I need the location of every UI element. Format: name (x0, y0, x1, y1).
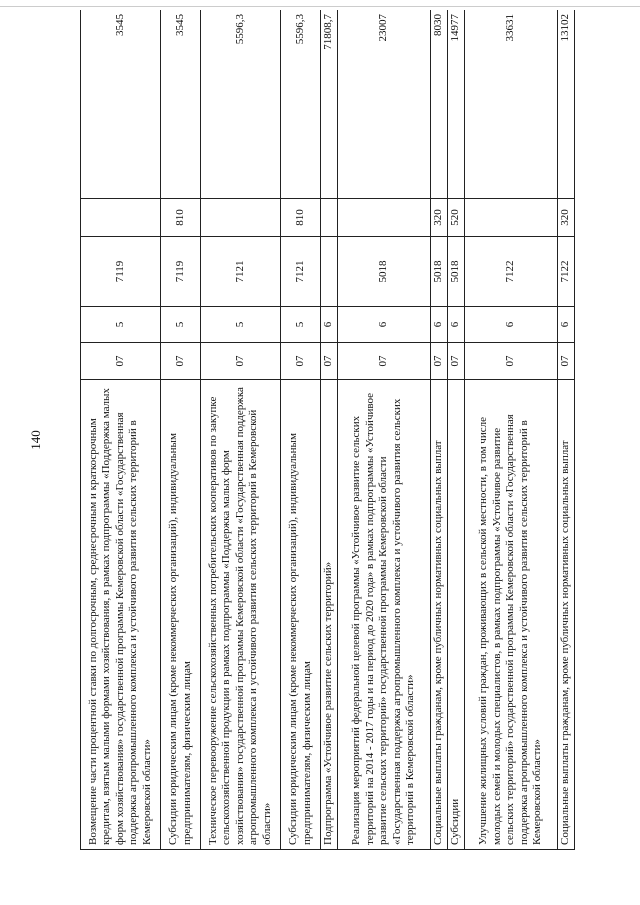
row-expense-type: 320 (558, 199, 575, 237)
row-amount: 3545 (161, 10, 201, 199)
row-amount: 71808,7 (321, 10, 338, 199)
row-section: 07 (431, 343, 448, 380)
row-target: 7121 (281, 237, 321, 307)
row-amount: 23007 (338, 10, 431, 199)
row-expense-type: 810 (281, 199, 321, 237)
row-target: 5018 (448, 237, 465, 307)
row-expense-type: 810 (161, 199, 201, 237)
row-target (321, 237, 338, 307)
row-name: Социальные выплаты гражданам, кроме публичных нормативных социальных выплат (431, 380, 448, 850)
row-subsection: 6 (321, 307, 338, 343)
row-section: 07 (465, 343, 558, 380)
row-subsection: 5 (161, 307, 201, 343)
row-expense-type (201, 199, 281, 237)
page-number: 140 (28, 430, 43, 450)
row-target: 7122 (558, 237, 575, 307)
row-target: 7122 (465, 237, 558, 307)
row-section: 07 (321, 343, 338, 380)
scan-top-edge (0, 0, 640, 7)
row-name: Субсидии юридическим лицам (кроме некоммерческих организаций), индивидуальным предпринимателям, физическим лицам (161, 380, 201, 850)
table-row (321, 10, 338, 850)
row-amount: 14977 (448, 10, 465, 199)
row-subsection: 6 (431, 307, 448, 343)
row-subsection: 6 (448, 307, 465, 343)
row-section: 07 (81, 343, 161, 380)
row-subsection: 5 (281, 307, 321, 343)
table-row (201, 10, 281, 850)
table-row (338, 10, 431, 850)
row-name: Реализация мероприятий федеральной целевой программы «Устойчивое развитие сельских территорий на 2014 - 2017 годы и на период до 2020 года» в рамках подпрограммы «Устойчивое развитие сельских территорий» государственной программы Кемеровской области «Государственная поддержка агропромышленного комплекса и устойчивого развития сельских территорий в Кемеровской области» (338, 380, 431, 850)
row-expense-type (338, 199, 431, 237)
row-target: 5018 (338, 237, 431, 307)
row-subsection: 6 (465, 307, 558, 343)
table-row (558, 10, 575, 850)
row-expense-type (81, 199, 161, 237)
table-row (81, 10, 161, 850)
row-amount: 8030 (431, 10, 448, 199)
row-expense-type: 520 (448, 199, 465, 237)
row-amount: 5596,3 (201, 10, 281, 199)
row-name: Социальные выплаты гражданам, кроме публичных нормативных социальных выплат (558, 380, 575, 850)
budget-table-body (81, 10, 575, 850)
row-amount: 33631 (465, 10, 558, 199)
rotated-table-container (80, 10, 587, 850)
row-target: 7119 (161, 237, 201, 307)
table-row (161, 10, 201, 850)
table-row (431, 10, 448, 850)
row-target: 7119 (81, 237, 161, 307)
row-name: Подпрограмма «Устойчивое развитие сельских территорий» (321, 380, 338, 850)
row-name: Улучшение жилищных условий граждан, проживающих в сельской местности, в том числе молодых семей и молодых специалистов, в рамках подпрограммы «Устойчивое развитие сельских территорий» государственной программы Кемеровской области «Государственная поддержка агропромышленного комплекса и устойчивого развития сельских территорий в Кемеровской области» (465, 380, 558, 850)
row-subsection: 6 (558, 307, 575, 343)
row-target: 5018 (431, 237, 448, 307)
table-row (465, 10, 558, 850)
row-section: 07 (201, 343, 281, 380)
row-subsection: 5 (81, 307, 161, 343)
rotated-table-wrapper (80, 10, 587, 850)
row-section: 07 (161, 343, 201, 380)
row-subsection: 5 (201, 307, 281, 343)
row-section: 07 (448, 343, 465, 380)
row-expense-type (465, 199, 558, 237)
row-name: Возмещение части процентной ставки по долгосрочным, среднесрочным и краткосрочным кредитам, взятым малыми формами хозяйствования, в рамках подпрограммы «Поддержка малых форм хозяйствования» государственной программы Кемеровской области «Государственная поддержка агропромышленного комплекса и устойчивого развития сельских территорий в Кемеровской области» (81, 380, 161, 850)
row-amount: 3545 (81, 10, 161, 199)
row-name: Техническое перевооружение сельскохозяйственных потребительских кооперативов по закупке сельскохозяйственной продукции в рамках подпрограммы «Поддержка малых форм хозяйствования» государственной программы Кемеровской области «Государственная поддержка агропромышленного комплекса и устойчивого развития сельских территорий в Кемеровской области» (201, 380, 281, 850)
budget-table (80, 10, 575, 850)
table-row (448, 10, 465, 850)
row-amount: 5596,3 (281, 10, 321, 199)
row-name: Субсидии юридическим лицам (кроме некоммерческих организаций), индивидуальным предпринимателям, физическим лицам (281, 380, 321, 850)
row-section: 07 (281, 343, 321, 380)
row-section: 07 (558, 343, 575, 380)
row-amount: 13102 (558, 10, 575, 199)
row-target: 7121 (201, 237, 281, 307)
row-name: Субсидии (448, 380, 465, 850)
row-subsection: 6 (338, 307, 431, 343)
table-row (281, 10, 321, 850)
row-expense-type (321, 199, 338, 237)
row-section: 07 (338, 343, 431, 380)
row-expense-type: 320 (431, 199, 448, 237)
